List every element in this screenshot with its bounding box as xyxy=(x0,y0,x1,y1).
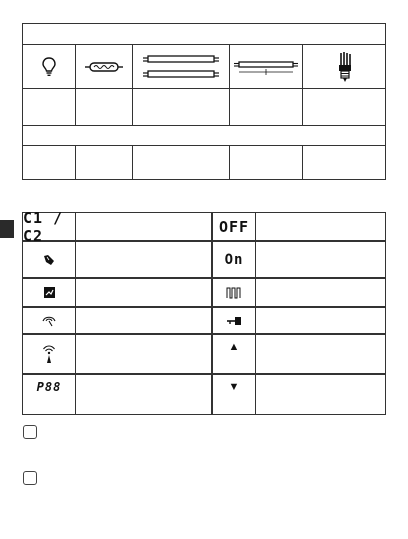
off-description xyxy=(256,212,386,241)
key-symbol xyxy=(212,307,256,334)
halogen-cell xyxy=(76,45,132,88)
motion-sensor-icon xyxy=(41,315,57,327)
off-label: OFF xyxy=(218,217,250,236)
table-divider xyxy=(75,145,76,180)
table-divider xyxy=(23,145,385,146)
note-checkbox xyxy=(23,471,37,485)
motion-description xyxy=(76,307,212,334)
p88-description xyxy=(76,374,212,415)
antenna-description xyxy=(76,334,212,374)
on-label: On xyxy=(224,251,244,268)
on-symbol xyxy=(212,241,256,278)
antenna-signal-icon xyxy=(42,344,56,364)
dimmer-symbol xyxy=(22,278,76,307)
note-checkbox xyxy=(23,425,37,439)
cfl-spiral-icon xyxy=(337,51,353,83)
lamp-type-table xyxy=(22,23,386,180)
down-description xyxy=(256,374,386,415)
twin-fluorescent-cell xyxy=(133,45,229,88)
c1c2-description xyxy=(76,212,212,241)
up-description xyxy=(256,334,386,374)
key-lock-icon xyxy=(226,316,242,326)
cfl-cell xyxy=(303,45,387,88)
hand-cursor-icon xyxy=(43,254,55,266)
halogen-capsule-icon xyxy=(84,61,124,73)
bulb-icon xyxy=(42,57,56,77)
table-divider xyxy=(132,145,133,180)
table-divider xyxy=(229,145,230,180)
table-divider xyxy=(23,88,385,89)
arrow-up-icon: ▲ xyxy=(228,341,240,353)
p88-label: P88 xyxy=(36,380,62,394)
antenna-symbol xyxy=(22,334,76,374)
p88-symbol xyxy=(22,374,76,415)
single-fluorescent-cell xyxy=(230,45,302,88)
fluorescent-tube-icon xyxy=(233,57,299,77)
up-symbol xyxy=(212,334,256,374)
incandescent-cell xyxy=(23,45,75,88)
table-divider xyxy=(23,125,385,126)
on-description xyxy=(256,241,386,278)
hand-description xyxy=(76,241,212,278)
dimmer-square-icon xyxy=(44,287,55,298)
pulse-wave-icon xyxy=(226,287,242,299)
pulse-symbol xyxy=(212,278,256,307)
symbol-legend-table xyxy=(22,208,386,415)
section-tab-marker xyxy=(0,220,14,238)
table-divider xyxy=(302,145,303,180)
c1c2-label: C1 / C2 xyxy=(23,208,64,245)
key-description xyxy=(256,307,386,334)
c1c2-symbol xyxy=(22,208,76,245)
dimmer-description xyxy=(76,278,212,307)
fluorescent-twin-tube-icon xyxy=(141,53,221,81)
motion-symbol xyxy=(22,307,76,334)
down-symbol xyxy=(212,374,256,415)
pulse-description xyxy=(256,278,386,307)
hand-symbol xyxy=(22,241,76,278)
off-symbol xyxy=(212,212,256,241)
arrow-down-icon: ▼ xyxy=(228,381,240,393)
